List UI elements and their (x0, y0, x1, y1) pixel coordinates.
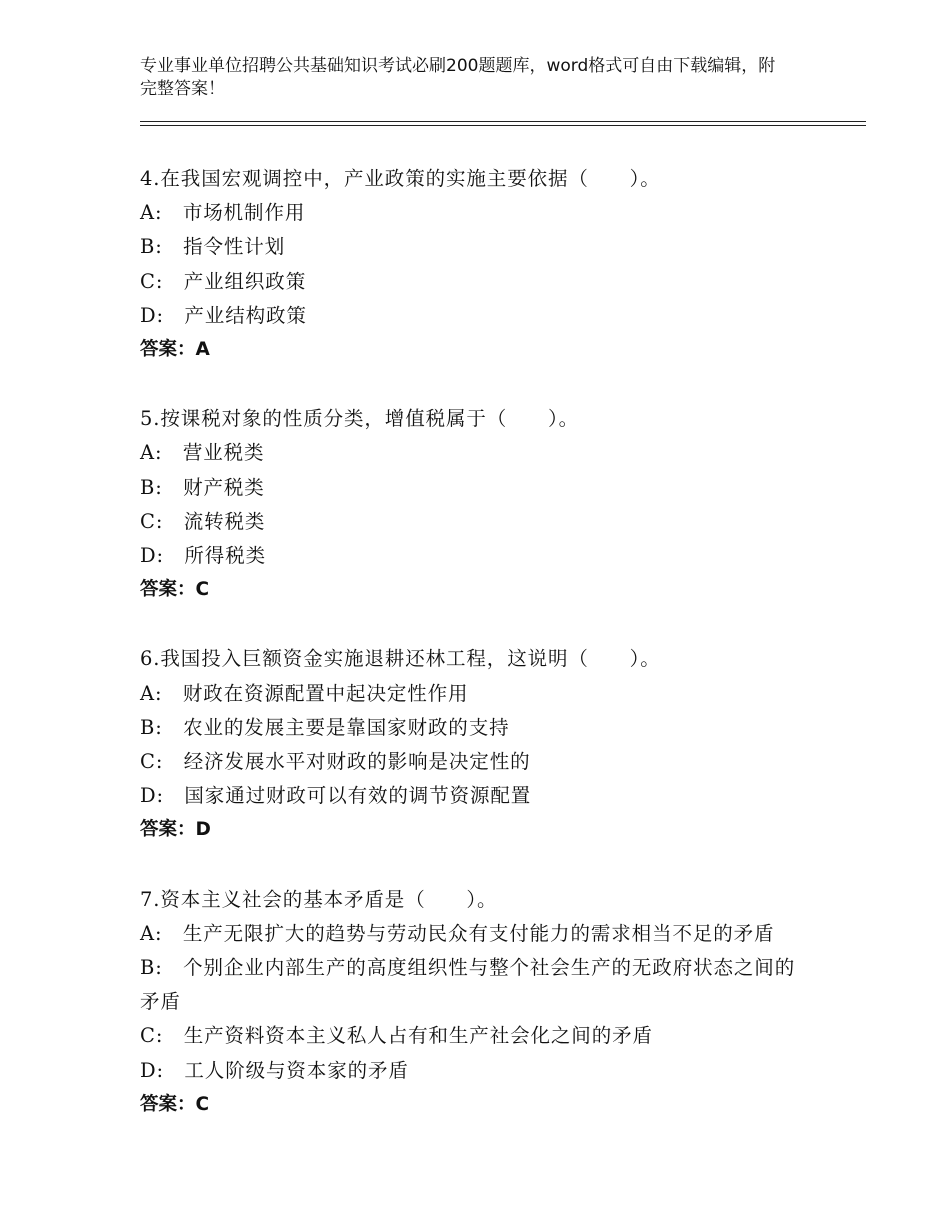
option-d: D: 工人阶级与资本家的矛盾 (140, 1058, 409, 1082)
question-list (140, 162, 870, 1157)
header-divider (140, 121, 866, 122)
question-stem: 6.我国投入巨额资金实施退耕还林工程，这说明（ ）。 (140, 647, 661, 671)
question-stem: 7.资本主义社会的基本矛盾是（ ）。 (140, 887, 498, 911)
answer-label: 答案：C (140, 1093, 210, 1115)
option-a: A: 生产无限扩大的趋势与劳动民众有支付能力的需求相当不足的矛盾 (140, 921, 775, 945)
option-b: B: 指令性计划 (140, 235, 286, 259)
option-d: D: 国家通过财政可以有效的调节资源配置 (140, 784, 532, 808)
option-d: D: 产业结构政策 (140, 303, 307, 327)
question-7 (140, 883, 870, 1122)
option-a: A: 营业税类 (140, 441, 265, 465)
header-divider-second (140, 125, 866, 126)
document-header: 专业事业单位招聘公共基础知识考试必刷200题题库，word格式可自由下载编辑，附完整答案！ (140, 56, 776, 99)
option-b: B: 农业的发展主要是靠国家财政的支持 (140, 715, 510, 739)
option-b: B: 个别企业内部生产的高度组织性与整个社会生产的无政府状态之间的矛盾 (140, 956, 796, 1014)
answer-label: 答案：C (140, 579, 210, 601)
question-4 (140, 162, 870, 367)
answer-label: 答案：D (140, 819, 211, 841)
option-b: B: 财产税类 (140, 475, 265, 499)
question-stem: 4.在我国宏观调控中，产业政策的实施主要依据（ ）。 (140, 167, 661, 190)
option-d: D: 所得税类 (140, 544, 267, 568)
answer-label: 答案：A (140, 339, 210, 361)
option-a: A: 财政在资源配置中起决定性作用 (140, 681, 469, 705)
option-c: C: 生产资料资本主义私人占有和生产社会化之间的矛盾 (140, 1024, 653, 1048)
option-c: C: 流转税类 (140, 509, 266, 533)
question-5 (140, 402, 870, 607)
option-c: C: 产业组织政策 (140, 269, 307, 293)
option-c: C: 经济发展水平对财政的影响是决定性的 (140, 750, 531, 774)
option-a: A: 市场机制作用 (140, 201, 306, 225)
question-stem: 5.按课税对象的性质分类，增值税属于（ ）。 (140, 407, 580, 431)
question-6 (140, 642, 870, 847)
